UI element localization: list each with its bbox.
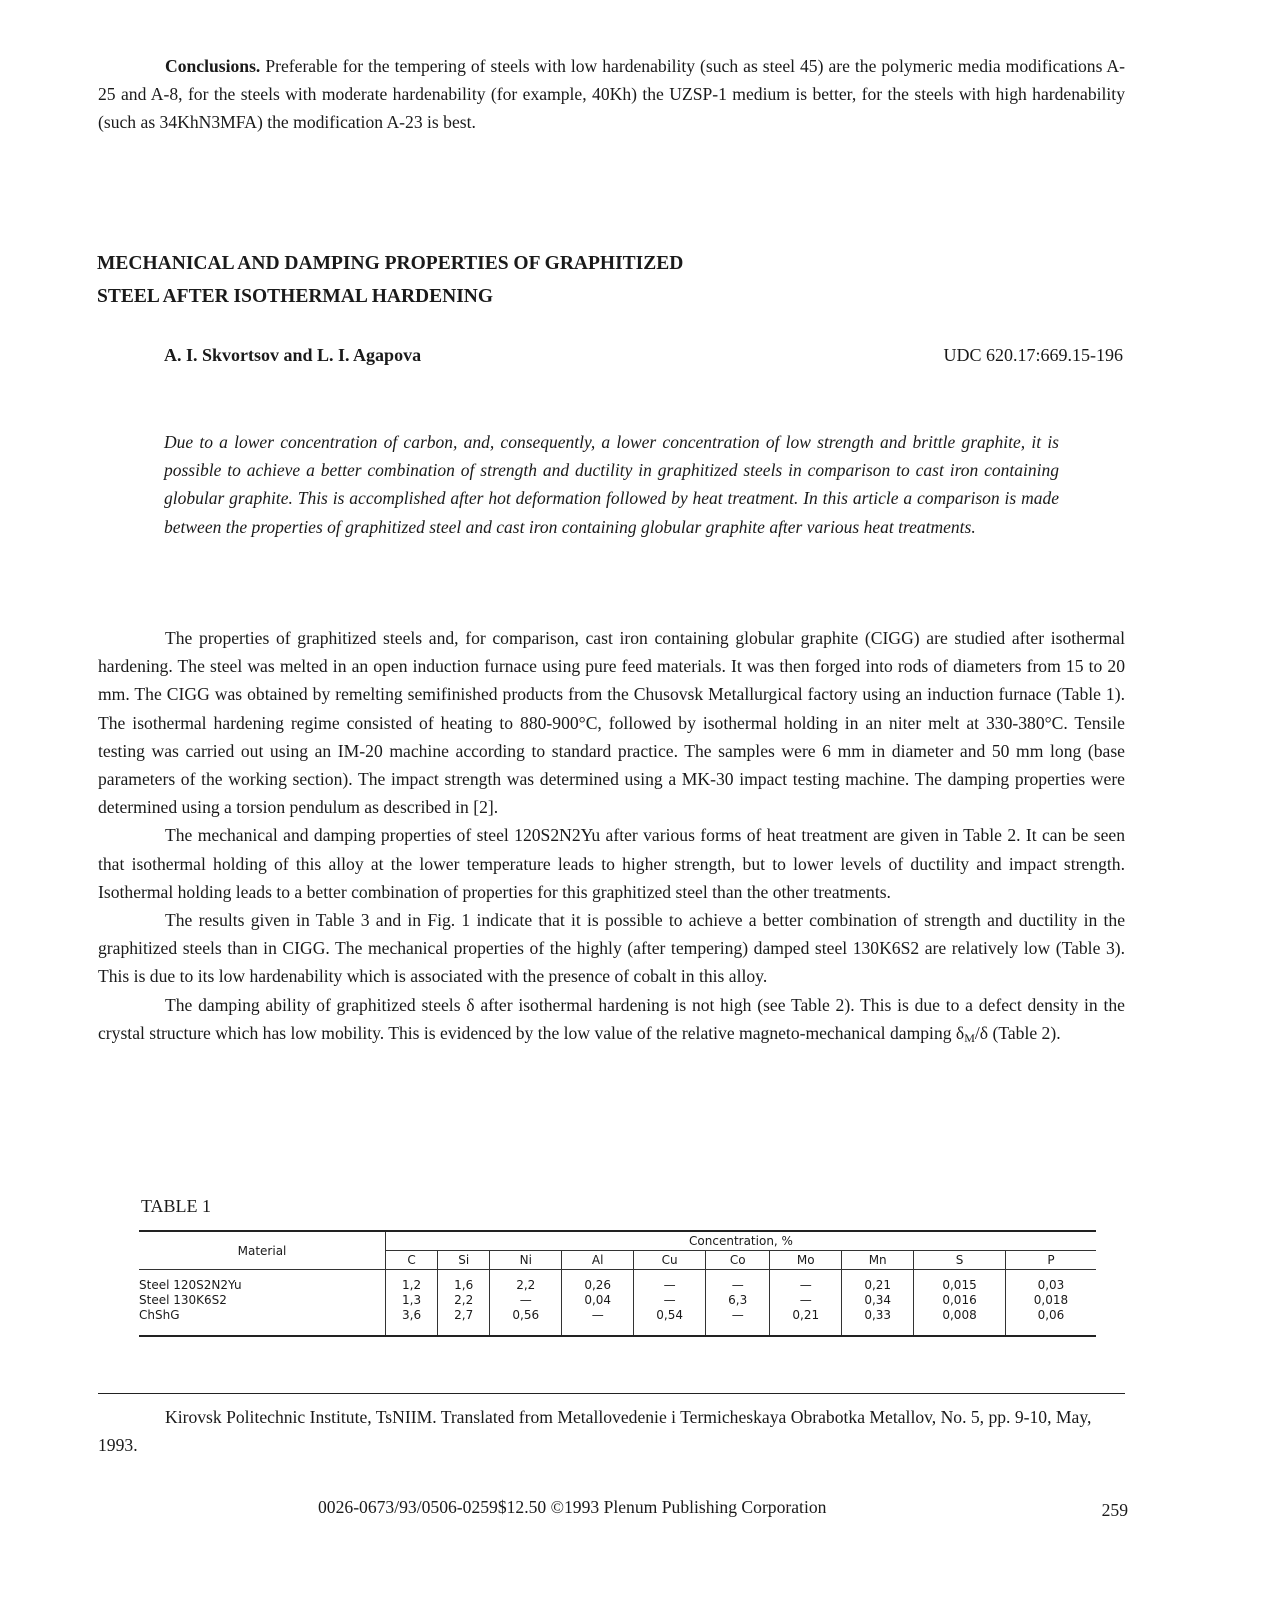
page-number: 259 xyxy=(1101,1500,1128,1520)
body-paragraph-4 xyxy=(98,991,1125,1047)
table-caption: TABLE 1 xyxy=(141,1196,212,1216)
table-cell: 2,7 xyxy=(454,1308,474,1322)
table-cell: 0,016 xyxy=(942,1293,977,1307)
conclusions-paragraph xyxy=(98,52,1125,137)
udc-code: UDC 620.17:669.15-196 xyxy=(943,345,1123,365)
table-cell: 1,6 xyxy=(454,1278,474,1292)
element-header-al: Al xyxy=(562,1251,634,1270)
element-header-si: Si xyxy=(438,1251,490,1270)
table-cell: 0,34 xyxy=(864,1293,892,1307)
table-cell: — xyxy=(519,1293,532,1307)
table-data-row xyxy=(139,1270,1096,1337)
conclusions-lead: Conclusions. xyxy=(165,56,261,76)
table-cell: 0,015 xyxy=(942,1278,977,1292)
article-title-line-2: STEEL AFTER ISOTHERMAL HARDENING xyxy=(97,286,494,307)
footnote-text: Kirovsk Politechnic Institute, TsNIIM. Translated from Metallovedenie i Termicheskaya Obrabotka Metallov, No. 5, pp. 9-10, May, 1993. xyxy=(98,1407,1092,1455)
table-cell: 0,008 xyxy=(942,1308,977,1322)
table-cell: 0,06 xyxy=(1037,1308,1065,1322)
article-title-line-1: MECHANICAL AND DAMPING PROPERTIES OF GRAPHITIZED xyxy=(97,253,684,274)
material-name: ChShG xyxy=(139,1308,180,1322)
material-header: Material xyxy=(139,1231,386,1270)
column-cu-values xyxy=(634,1270,706,1337)
table-cell: — xyxy=(663,1293,676,1307)
concentration-table xyxy=(139,1230,1096,1337)
column-si-values xyxy=(438,1270,490,1337)
article-title xyxy=(97,247,997,313)
table-cell: — xyxy=(731,1278,744,1292)
concentration-header: Concentration, % xyxy=(386,1231,1097,1251)
authors: A. I. Skvortsov and L. I. Agapova xyxy=(164,345,422,365)
table-cell: 0,03 xyxy=(1037,1278,1065,1292)
table-cell: 0,33 xyxy=(864,1308,892,1322)
table-1 xyxy=(139,1230,1096,1337)
column-s-values xyxy=(914,1270,1006,1337)
column-mn-values xyxy=(842,1270,914,1337)
material-cell xyxy=(139,1270,386,1337)
table-cell: 0,26 xyxy=(584,1278,612,1292)
element-header-ni: Ni xyxy=(490,1251,562,1270)
element-header-mo: Mo xyxy=(770,1251,842,1270)
column-mo-values xyxy=(770,1270,842,1337)
table-cell: — xyxy=(663,1278,676,1292)
subscript-m: M xyxy=(964,1030,975,1045)
conclusions-text: Preferable for the tempering of steels with low hardenability (such as steel 45) are the polymeric media modifications A-25 and A-8, for the steels with moderate hardenability (for example, 40Kh) the UZSP-1 medium is better, for the steels with high hardenability (such as 34KhN3MFA) the modification A-23 is best. xyxy=(98,56,1125,133)
table-cell: 1,2 xyxy=(402,1278,422,1292)
element-header-mn: Mn xyxy=(842,1251,914,1270)
table-cell: 0,54 xyxy=(656,1308,683,1322)
footnote xyxy=(98,1403,1125,1459)
column-al-values xyxy=(562,1270,634,1337)
element-header-p: P xyxy=(1005,1251,1096,1270)
table-cell: 0,018 xyxy=(1033,1293,1069,1307)
table-cell: 6,3 xyxy=(728,1293,748,1307)
element-header-s: S xyxy=(914,1251,1006,1270)
body-paragraph-3: The results given in Table 3 and in Fig. 1 indicate that it is possible to achieve a better combination of strength and ductility in the graphitized steels than in CIGG. The mechanical properties of the highly (after tempering) damped steel 130K6S2 are relatively low (Table 3). This is due to its low hardenability which is associated with the presence of cobalt in this alloy. xyxy=(98,910,1125,987)
column-c-values xyxy=(386,1270,438,1337)
table-cell: — xyxy=(799,1293,812,1307)
publication-code: 0026-0673/93/0506-0259$12.50 ©1993 Plenum Publishing Corporation xyxy=(318,1497,827,1517)
column-ni-values xyxy=(490,1270,562,1337)
table-cell: 3,6 xyxy=(402,1308,422,1322)
material-name: Steel 130K6S2 xyxy=(139,1293,227,1307)
table-cell: 2,2 xyxy=(516,1278,536,1292)
element-header-c: C xyxy=(386,1251,438,1270)
body-paragraph-4-end: /δ (Table 2). xyxy=(974,1022,1061,1043)
body-paragraph-4-text: The damping ability of graphitized steels δ after isothermal hardening is not high (see Table 2). This is due to a defect density in the crystal structure which has low mobility. This is evidenced by the low value of the relative magneto-mechanical damping δ xyxy=(98,994,1125,1043)
table-cell: — xyxy=(731,1308,744,1322)
element-header-co: Co xyxy=(706,1251,770,1270)
table-cell: 2,2 xyxy=(454,1293,474,1307)
footnote-rule xyxy=(98,1393,1125,1394)
column-p-values xyxy=(1005,1270,1096,1337)
table-cell: 0,56 xyxy=(512,1308,540,1322)
table-cell: — xyxy=(799,1278,812,1292)
element-header-cu: Cu xyxy=(634,1251,706,1270)
body-paragraph-1: The properties of graphitized steels and, for comparison, cast iron containing globular graphite (CIGG) are studied after isothermal hardening. The steel was melted in an open induction furnace using pure feed materials. It was then forged into rods of diameters from 15 to 20 mm. The CIGG was obtained by remelting semifinished products from the Chusovsk Metallurgical factory using an induction furnace (Table 1). The isothermal hardening regime consisted of heating to 880-900°C, followed by isothermal holding in an niter melt at 330-380°C. Tensile testing was carried out using an IM-20 machine according to standard practice. The samples were 6 mm in diameter and 50 mm long (base parameters of the working section). The impact strength was determined using a MK-30 impact testing machine. The damping properties were determined using a torsion pendulum as described in [2]. xyxy=(98,628,1125,818)
table-cell: — xyxy=(591,1308,604,1322)
article-body xyxy=(98,624,1125,1047)
abstract: Due to a lower concentration of carbon, and, consequently, a lower concentration of low strength and brittle graphite, it is possible to achieve a better combination of strength and ductility in graphitized steels in comparison to cast iron containing globular graphite. This is accomplished after hot deformation followed by heat treatment. In this article a comparison is made between the properties of graphitized steel and cast iron containing globular graphite after various heat treatments. xyxy=(164,432,1059,537)
table-cell: 0,21 xyxy=(864,1278,892,1292)
column-co-values xyxy=(706,1270,770,1337)
body-paragraph-2: The mechanical and damping properties of steel 120S2N2Yu after various forms of heat treatment are given in Table 2. It can be seen that isothermal holding of this alloy at the lower temperature leads to higher strength, but to lower levels of ductility and impact strength. Isothermal holding leads to a better combination of properties for this graphitized steel than the other treatments. xyxy=(98,825,1125,902)
table-cell: 0,21 xyxy=(792,1308,820,1322)
table-cell: 0,04 xyxy=(584,1293,612,1307)
table-cell: 1,3 xyxy=(402,1293,422,1307)
material-name: Steel 120S2N2Yu xyxy=(139,1278,242,1292)
